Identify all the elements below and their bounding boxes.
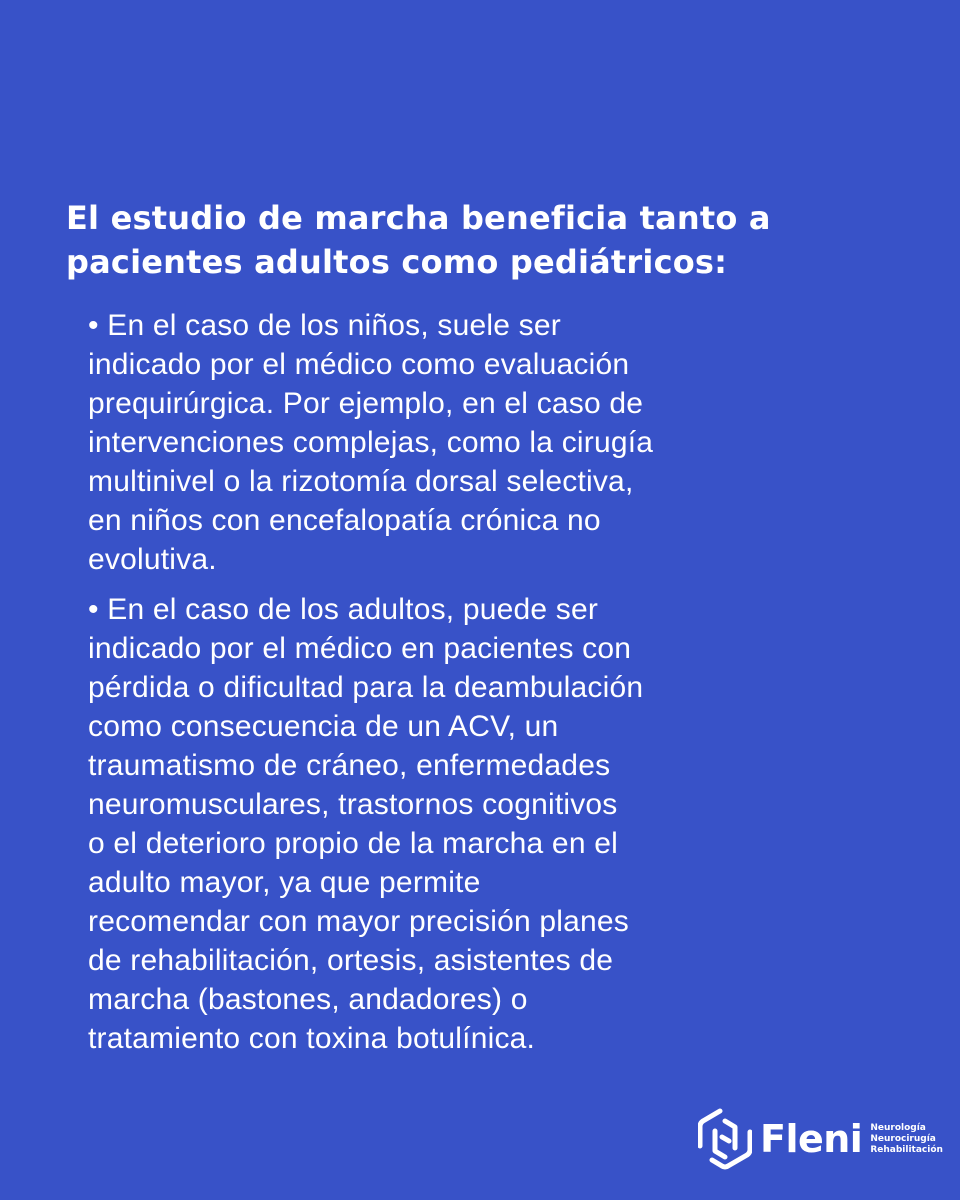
logo-tagline-line: Neurocirugía [870,1133,936,1144]
logo-tagline-line: Neurología [870,1122,926,1133]
bullet-line: pérdida o dificultad para la deambulación [88,671,644,704]
bullet-line: o el deterioro propio de la marcha en el [88,827,618,860]
main-content [66,196,906,1058]
headline-line: El estudio de marcha beneficia tanto a [66,199,771,237]
fleni-logo [698,1108,943,1170]
fleni-logo-icon [698,1108,752,1170]
bullet-adults [88,590,906,1058]
bullet-line: indicado por el médico en pacientes con [88,632,632,665]
bullet-line: • En el caso de los adultos, puede ser [88,593,599,626]
bullet-line: adulto mayor, ya que permite [88,866,481,899]
bullet-line: traumatismo de cráneo, enfermedades [88,749,611,782]
bullet-line: recomendar con mayor precisión planes [88,905,629,938]
bullet-line: multinivel o la rizotomía dorsal selectiva, [88,465,634,498]
bullet-children [88,306,906,579]
bullet-line: de rehabilitación, ortesis, asistentes de [88,944,614,977]
bullet-line: indicado por el médico como evaluación [88,348,630,381]
bullet-line: neuromusculares, trastornos cognitivos [88,788,618,821]
bullet-line: en niños con encefalopatía crónica no [88,504,601,537]
bullet-line: tratamiento con toxina botulínica. [88,1022,536,1055]
bullet-list [66,306,906,1058]
bullet-line: evolutiva. [88,543,217,576]
logo-tagline-line: Rehabilitación [870,1144,943,1155]
headline-line: pacientes adultos como pediátricos: [66,243,728,281]
bullet-line: como consecuencia de un ACV, un [88,710,559,743]
bullet-line: prequirúrgica. Por ejemplo, en el caso de [88,387,644,420]
headline [66,196,906,284]
bullet-line: • En el caso de los niños, suele ser [88,309,561,342]
bullet-line: marcha (bastones, andadores) o [88,983,528,1016]
logo-wordmark: Fleni [760,1117,863,1161]
bullet-line: intervenciones complejas, como la cirugía [88,426,654,459]
logo-tagline [870,1123,943,1156]
